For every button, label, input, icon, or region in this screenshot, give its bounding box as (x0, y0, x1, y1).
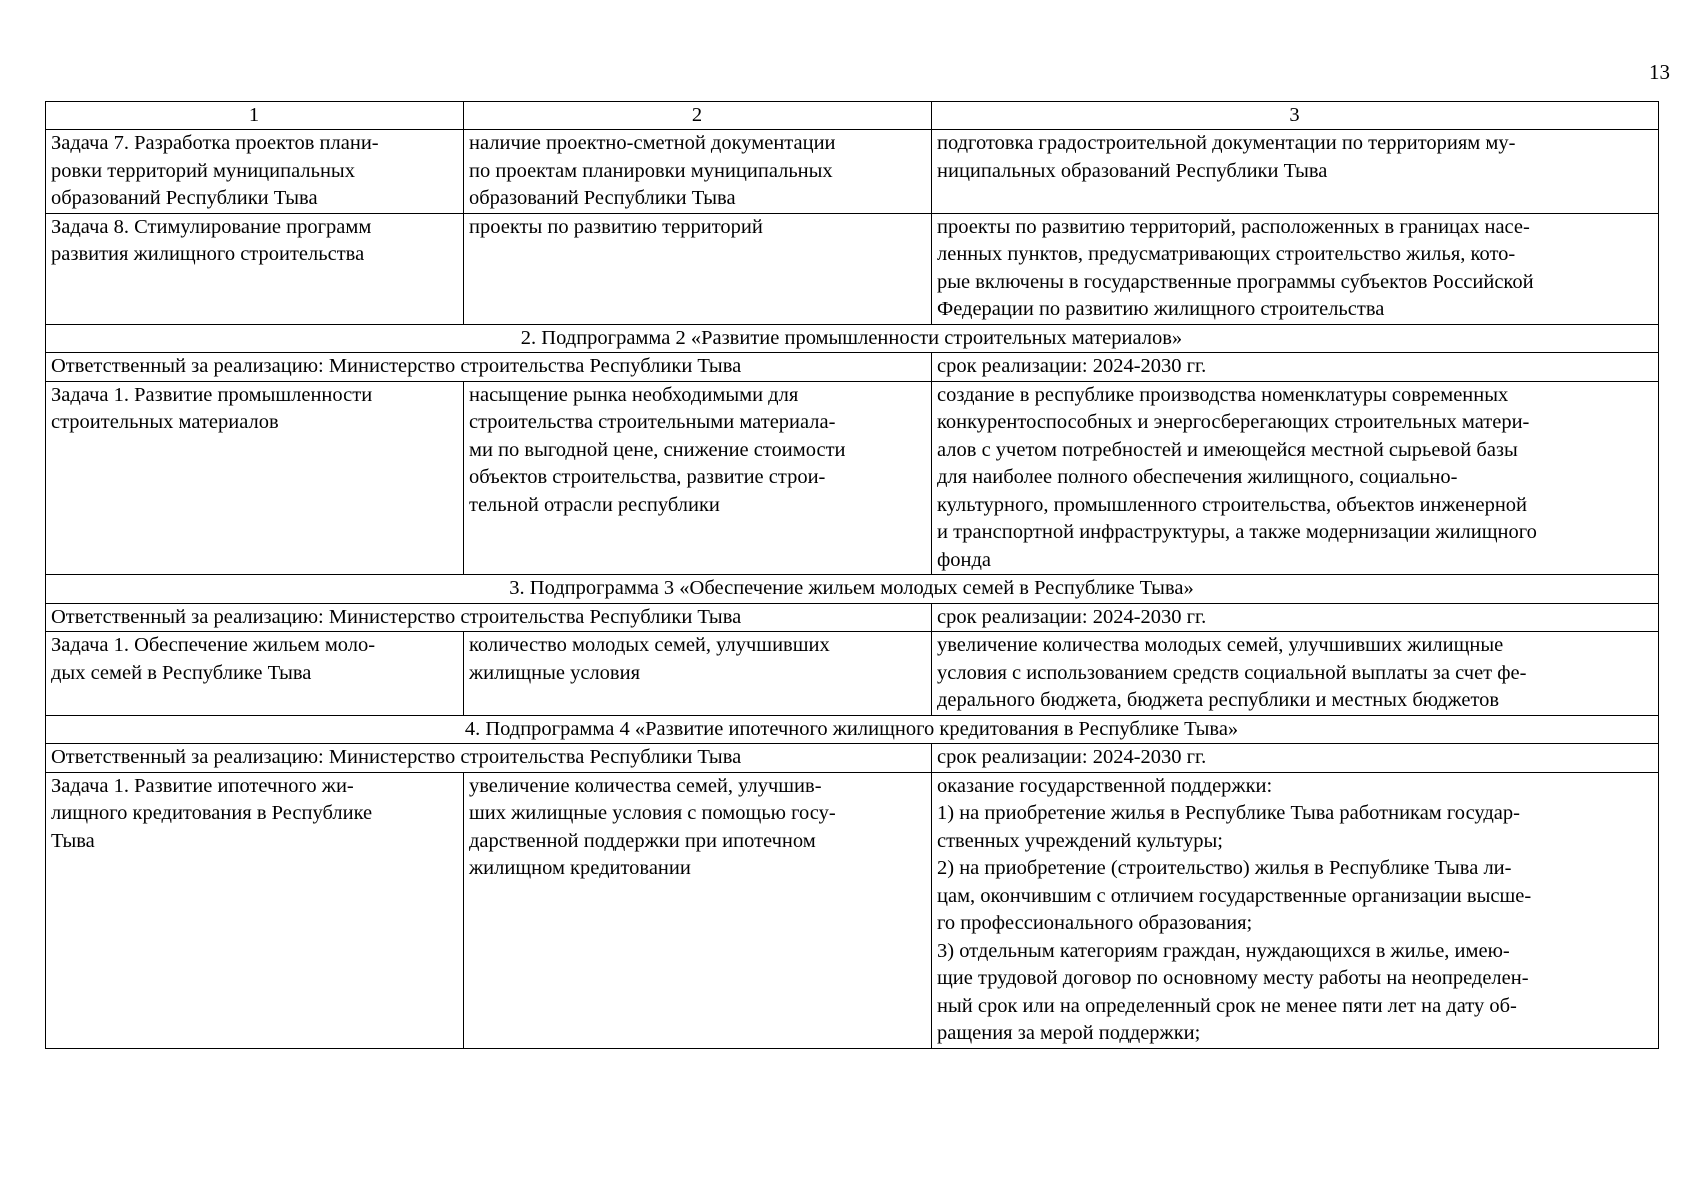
responsible-row (46, 744, 1659, 773)
program-table (45, 101, 1659, 1049)
result-cell: оказание государственной поддержки: 1) на приобретение жилья в Республике Тыва работникам государ- ственных учреждений культуры; 2) на приобретение (строительство) жилья в Республике Тыва ли- цам, окончившим с отличием государственные организации высше- го профессионального образования; 3) отдельным категориям граждан, нуждающихся в жилье, имею- щие трудовой договор по основному месту работы на неопределен- ный срок или на определенный срок не менее пяти лет на дату об- ращения за мерой поддержки; (932, 772, 1659, 1048)
responsible-cell: Ответственный за реализацию: Министерство строительства Республики Тыва (46, 353, 932, 382)
result-cell: подготовка градостроительной документации по территориям му- ниципальных образований Республики Тыва (932, 130, 1659, 214)
task-cell: Задача 1. Развитие ипотечного жи- лищного кредитования в Республике Тыва (46, 772, 464, 1048)
subprogram-title: 4. Подпрограмма 4 «Развитие ипотечного жилищного кредитования в Республике Тыва» (46, 715, 1659, 744)
term-cell: срок реализации: 2024-2030 гг. (932, 744, 1659, 773)
table-row-task-8 (46, 213, 1659, 324)
page-number: 13 (1649, 60, 1670, 84)
subprogram-title-row (46, 715, 1659, 744)
table-row-task-7 (46, 130, 1659, 214)
task-cell: Задача 7. Разработка проектов плани- ровки территорий муниципальных образований Республики Тыва (46, 130, 464, 214)
indicator-cell: насыщение рынка необходимыми для строительства строительными материала- ми по выгодной цене, снижение стоимости объектов строительства, развитие строи- тельной отрасли республики (464, 381, 932, 575)
indicator-cell: увеличение количества семей, улучшив- ших жилищные условия с помощью госу- дарственной поддержки при ипотечном жилищном кредитовании (464, 772, 932, 1048)
responsible-row (46, 603, 1659, 632)
column-header-3: 3 (932, 102, 1659, 130)
responsible-cell: Ответственный за реализацию: Министерство строительства Республики Тыва (46, 603, 932, 632)
responsible-cell: Ответственный за реализацию: Министерство строительства Республики Тыва (46, 744, 932, 773)
column-header-row (46, 102, 1659, 130)
subprogram-title: 2. Подпрограмма 2 «Развитие промышленности строительных материалов» (46, 324, 1659, 353)
table-row (46, 632, 1659, 716)
task-cell: Задача 1. Обеспечение жильем моло- дых семей в Республике Тыва (46, 632, 464, 716)
result-cell: создание в республике производства номенклатуры современных конкурентоспособных и энергосберегающих строительных матери- алов с учетом потребностей и имеющейся местной сырьевой базы для наиболее полного обеспечения жилищного, социально- культурного, промышленного строительства, объектов инженерной и транспортной инфраструктуры, а также модернизации жилищного фонда (932, 381, 1659, 575)
subprogram-title-row (46, 575, 1659, 604)
result-cell: проекты по развитию территорий, расположенных в границах насе- ленных пунктов, предусматривающих строительство жилья, кото- рые включены в государственные программы субъектов Российской Федерации по развитию жилищного строительства (932, 213, 1659, 324)
result-cell: увеличение количества молодых семей, улучшивших жилищные условия с использованием средств социальной выплаты за счет фе- дерального бюджета, бюджета республики и местных бюджетов (932, 632, 1659, 716)
column-header-1: 1 (46, 102, 464, 130)
task-cell: Задача 1. Развитие промышленности строительных материалов (46, 381, 464, 575)
term-cell: срок реализации: 2024-2030 гг. (932, 353, 1659, 382)
subprogram-title: 3. Подпрограмма 3 «Обеспечение жильем молодых семей в Республике Тыва» (46, 575, 1659, 604)
indicator-cell: наличие проектно-сметной документации по проектам планировки муниципальных образований Республики Тыва (464, 130, 932, 214)
subprogram-title-row (46, 324, 1659, 353)
table-row (46, 381, 1659, 575)
indicator-cell: проекты по развитию территорий (464, 213, 932, 324)
responsible-row (46, 353, 1659, 382)
column-header-2: 2 (464, 102, 932, 130)
indicator-cell: количество молодых семей, улучшивших жилищные условия (464, 632, 932, 716)
task-cell: Задача 8. Стимулирование программ развития жилищного строительства (46, 213, 464, 324)
term-cell: срок реализации: 2024-2030 гг. (932, 603, 1659, 632)
table-row (46, 772, 1659, 1048)
